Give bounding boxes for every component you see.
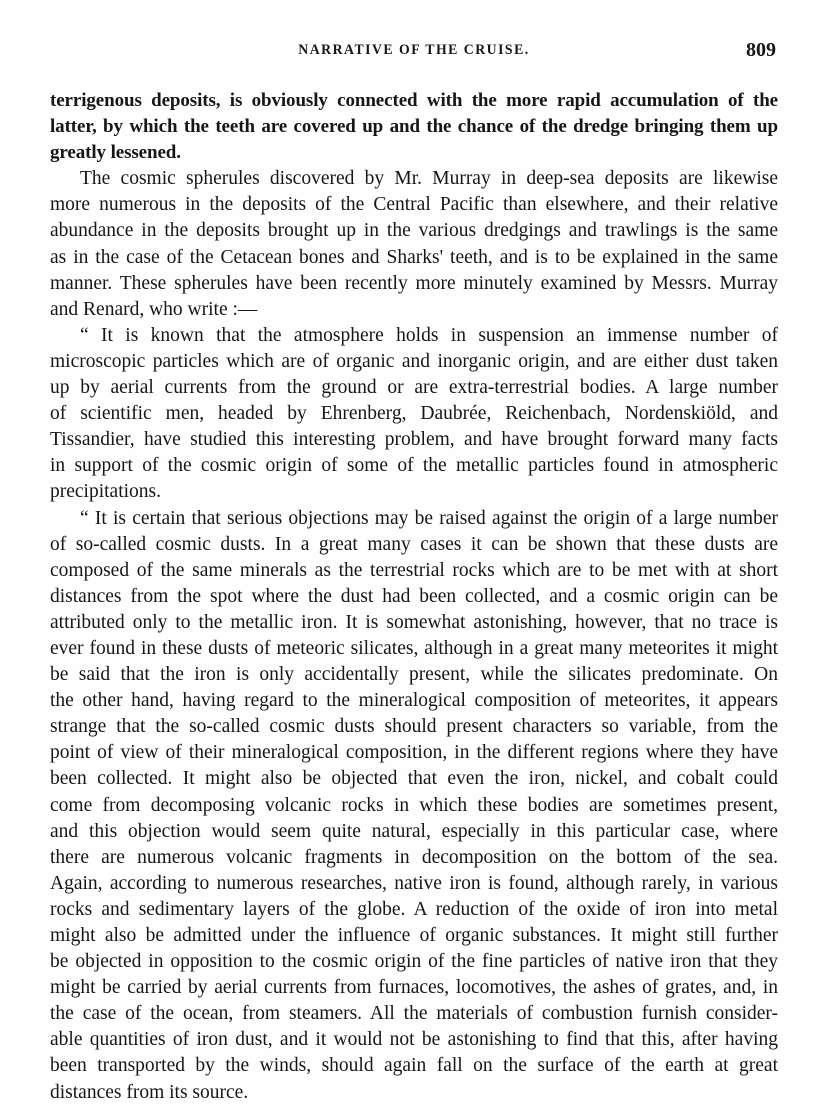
text-line: able quantities of iron dust, and it would not be astonishing to find that this, after having [50,1029,778,1051]
text-line: greatly lessened. [50,142,181,164]
body-text [50,88,778,1106]
text-line: composed of the same minerals as the terrestrial rocks which are to be met with at short [50,559,778,581]
text-line: Again, according to numerous researches, native iron is found, although rarely, in various [50,872,778,894]
page-number: 809 [746,39,776,61]
text-line: of scientific men, headed by Ehrenberg, Daubrée, Reichenbach, Nordenskiöld, and [50,403,778,425]
text-line: attributed only to the metallic iron. It is somewhat astonishing, however, that no trace is [50,611,778,633]
text-line: the case of the ocean, from steamers. All the materials of combustion furnish consider- [50,1003,778,1025]
text-line: distances from the spot where the dust had been collected, and a cosmic origin can be [50,585,778,607]
text-line: Tissandier, have studied this interesting problem, and have brought forward many facts [50,429,778,451]
text-line: rocks and sedimentary layers of the globe. A reduction of the oxide of iron into metal [50,898,778,920]
text-line: distances from its source. [50,1081,249,1103]
text-line: been transported by the winds, should again fall on the surface of the earth at great [50,1055,778,1077]
running-title: NARRATIVE OF THE CRUISE. [298,42,530,58]
text-line: The cosmic spherules discovered by Mr. Murray in deep-sea deposits are likewise [80,168,778,190]
text-line: precipitations. [50,481,162,503]
text-line: “ It is certain that serious objections may be raised against the origin of a large number [80,507,778,529]
running-header [50,39,778,66]
text-line: strange that the so-called cosmic dusts should present characters so variable, from the [50,716,778,738]
text-line: point of view of their mineralogical composition, in the different regions where they have [50,742,778,764]
text-line: as in the case of the Cetacean bones and Sharks' teeth, and is to be explained in the same [50,246,778,268]
text-line: up by aerial currents from the ground or are extra-terrestrial bodies. A large number [50,377,778,399]
paragraph [50,506,778,1106]
text-line: ever found in these dusts of meteoric silicates, although in a great many meteorites it might [50,637,778,659]
text-line: been collected. It might also be objected that even the iron, nickel, and cobalt could [50,768,778,790]
text-line: and Renard, who write :— [50,298,258,320]
text-line: manner. These spherules have been recently more minutely examined by Messrs. Murray [50,272,778,294]
text-line: of so-called cosmic dusts. In a great many cases it can be shown that these dusts are [50,533,778,555]
paragraph [50,88,778,166]
text-line: “ It is known that the atmosphere holds in suspension an immense number of [80,324,778,346]
text-line: there are numerous volcanic fragments in decomposition on the bottom of the sea. [50,846,778,868]
text-line: be said that the iron is only accidentally present, while the silicates predominate. On [50,664,778,686]
text-line: and this objection would seem quite natural, especially in this particular case, where [50,820,778,842]
text-line: come from decomposing volcanic rocks in which these bodies are sometimes present, [50,794,778,816]
text-line: microscopic particles which are of organic and inorganic origin, and are either dust taken [50,350,778,372]
text-line: might also be admitted under the influence of organic substances. It might still further [50,925,778,946]
text-line: the other hand, having regard to the mineralogical composition of meteorites, it appears [50,690,778,712]
text-line: more numerous in the deposits of the Central Pacific than elsewhere, and their relative [50,194,778,216]
text-line: be objected in opposition to the cosmic origin of the fine particles of native iron that they [50,951,778,973]
text-line: might be carried by aerial currents from furnaces, locomotives, the ashes of grates, and, in [50,977,778,999]
text-line: latter, by which the teeth are covered up and the chance of the dredge bringing them up [50,116,778,138]
text-line: in support of the cosmic origin of some of the metallic particles found in atmospheric [50,455,778,477]
paragraph [50,323,778,506]
text-line: terrigenous deposits, is obviously connected with the more rapid accumulation of the [50,90,778,111]
paragraph [50,166,778,323]
text-line: abundance in the deposits brought up in the various dredgings and trawlings is the same [50,220,778,242]
